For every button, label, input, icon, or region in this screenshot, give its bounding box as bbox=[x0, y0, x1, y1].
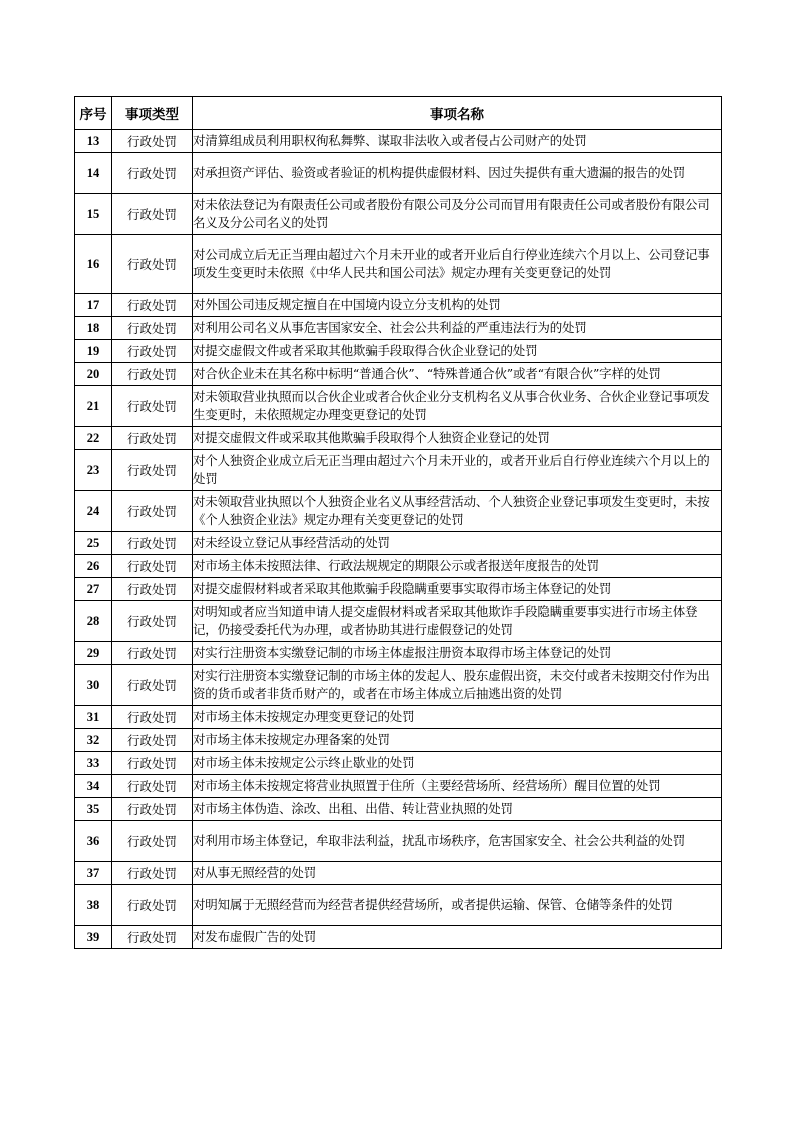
table-row bbox=[75, 642, 722, 665]
row-name: 对明知属于无照经营而为经营者提供经营场所，或者提供运输、保管、仓储等条件的处罚 bbox=[193, 885, 722, 926]
row-type: 行政处罚 bbox=[112, 885, 193, 926]
row-type: 行政处罚 bbox=[112, 821, 193, 862]
row-type: 行政处罚 bbox=[112, 706, 193, 729]
row-name: 对市场主体未按规定公示终止歇业的处罚 bbox=[193, 752, 722, 775]
row-number: 23 bbox=[75, 450, 112, 491]
row-name: 对未领取营业执照以个人独资企业名义从事经营活动、个人独资企业登记事项发生变更时，未按《个人独资企业法》规定办理有关变更登记的处罚 bbox=[193, 491, 722, 532]
table-row bbox=[75, 821, 722, 862]
row-number: 22 bbox=[75, 427, 112, 450]
row-name: 对从事无照经营的处罚 bbox=[193, 862, 722, 885]
header-serial-number: 序号 bbox=[75, 97, 112, 130]
row-name: 对未领取营业执照而以合伙企业或者合伙企业分支机构名义从事合伙业务、合伙企业登记事项发生变更时，未依照规定办理变更登记的处罚 bbox=[193, 386, 722, 427]
table-row bbox=[75, 130, 722, 153]
row-type: 行政处罚 bbox=[112, 235, 193, 294]
row-type: 行政处罚 bbox=[112, 194, 193, 235]
table-header-row bbox=[75, 97, 722, 130]
row-name: 对市场主体伪造、涂改、出租、出借、转让营业执照的处罚 bbox=[193, 798, 722, 821]
row-number: 13 bbox=[75, 130, 112, 153]
row-number: 26 bbox=[75, 555, 112, 578]
row-number: 28 bbox=[75, 601, 112, 642]
table-row bbox=[75, 752, 722, 775]
row-type: 行政处罚 bbox=[112, 665, 193, 706]
row-number: 31 bbox=[75, 706, 112, 729]
table-row bbox=[75, 491, 722, 532]
row-number: 16 bbox=[75, 235, 112, 294]
row-name: 对明知或者应当知道申请人提交虚假材料或者采取其他欺诈手段隐瞒重要事实进行市场主体登记，仍接受委托代为办理，或者协助其进行虚假登记的处罚 bbox=[193, 601, 722, 642]
items-table bbox=[74, 96, 722, 949]
row-type: 行政处罚 bbox=[112, 130, 193, 153]
row-type: 行政处罚 bbox=[112, 363, 193, 386]
table-row bbox=[75, 729, 722, 752]
row-type: 行政处罚 bbox=[112, 775, 193, 798]
row-name: 对外国公司违反规定擅自在中国境内设立分支机构的处罚 bbox=[193, 294, 722, 317]
header-item-name: 事项名称 bbox=[193, 97, 722, 130]
row-name: 对清算组成员利用职权徇私舞弊、谋取非法收入或者侵占公司财产的处罚 bbox=[193, 130, 722, 153]
row-type: 行政处罚 bbox=[112, 729, 193, 752]
row-name: 对公司成立后无正当理由超过六个月未开业的或者开业后自行停业连续六个月以上、公司登记事项发生变更时未依照《中华人民共和国公司法》规定办理有关变更登记的处罚 bbox=[193, 235, 722, 294]
table-row bbox=[75, 532, 722, 555]
table-row bbox=[75, 706, 722, 729]
row-name: 对利用公司名义从事危害国家安全、社会公共利益的严重违法行为的处罚 bbox=[193, 317, 722, 340]
row-number: 18 bbox=[75, 317, 112, 340]
row-type: 行政处罚 bbox=[112, 601, 193, 642]
table-row bbox=[75, 363, 722, 386]
row-number: 37 bbox=[75, 862, 112, 885]
row-number: 21 bbox=[75, 386, 112, 427]
row-number: 24 bbox=[75, 491, 112, 532]
row-name: 对市场主体未按规定办理变更登记的处罚 bbox=[193, 706, 722, 729]
row-name: 对实行注册资本实缴登记制的市场主体的发起人、股东虚假出资，未交付或者未按期交付作为出资的货币或者非货币财产的，或者在市场主体成立后抽逃出资的处罚 bbox=[193, 665, 722, 706]
row-number: 20 bbox=[75, 363, 112, 386]
row-type: 行政处罚 bbox=[112, 386, 193, 427]
row-number: 27 bbox=[75, 578, 112, 601]
row-number: 17 bbox=[75, 294, 112, 317]
row-type: 行政处罚 bbox=[112, 294, 193, 317]
row-name: 对提交虚假文件或者采取其他欺骗手段取得合伙企业登记的处罚 bbox=[193, 340, 722, 363]
row-number: 25 bbox=[75, 532, 112, 555]
row-type: 行政处罚 bbox=[112, 450, 193, 491]
table-row bbox=[75, 340, 722, 363]
row-name: 对利用市场主体登记，牟取非法利益，扰乱市场秩序，危害国家安全、社会公共利益的处罚 bbox=[193, 821, 722, 862]
row-number: 39 bbox=[75, 926, 112, 949]
row-type: 行政处罚 bbox=[112, 862, 193, 885]
table-row bbox=[75, 294, 722, 317]
table-row bbox=[75, 194, 722, 235]
row-number: 30 bbox=[75, 665, 112, 706]
row-type: 行政处罚 bbox=[112, 153, 193, 194]
row-type: 行政处罚 bbox=[112, 555, 193, 578]
row-name: 对市场主体未按照法律、行政法规规定的期限公示或者报送年度报告的处罚 bbox=[193, 555, 722, 578]
row-type: 行政处罚 bbox=[112, 926, 193, 949]
row-type: 行政处罚 bbox=[112, 340, 193, 363]
table-row bbox=[75, 926, 722, 949]
row-name: 对发布虚假广告的处罚 bbox=[193, 926, 722, 949]
row-name: 对提交虚假文件或采取其他欺骗手段取得个人独资企业登记的处罚 bbox=[193, 427, 722, 450]
row-number: 29 bbox=[75, 642, 112, 665]
row-number: 19 bbox=[75, 340, 112, 363]
row-number: 36 bbox=[75, 821, 112, 862]
header-item-type: 事项类型 bbox=[112, 97, 193, 130]
row-name: 对实行注册资本实缴登记制的市场主体虚报注册资本取得市场主体登记的处罚 bbox=[193, 642, 722, 665]
row-name: 对合伙企业未在其名称中标明“普通合伙”、“特殊普通合伙”或者“有限合伙”字样的处罚 bbox=[193, 363, 722, 386]
table-row bbox=[75, 885, 722, 926]
table-row bbox=[75, 386, 722, 427]
table-row bbox=[75, 798, 722, 821]
row-number: 32 bbox=[75, 729, 112, 752]
row-number: 34 bbox=[75, 775, 112, 798]
table-row bbox=[75, 153, 722, 194]
row-name: 对提交虚假材料或者采取其他欺骗手段隐瞒重要事实取得市场主体登记的处罚 bbox=[193, 578, 722, 601]
row-type: 行政处罚 bbox=[112, 532, 193, 555]
row-type: 行政处罚 bbox=[112, 642, 193, 665]
row-name: 对承担资产评估、验资或者验证的机构提供虚假材料、因过失提供有重大遗漏的报告的处罚 bbox=[193, 153, 722, 194]
row-number: 15 bbox=[75, 194, 112, 235]
row-name: 对未经设立登记从事经营活动的处罚 bbox=[193, 532, 722, 555]
table-row bbox=[75, 427, 722, 450]
row-number: 14 bbox=[75, 153, 112, 194]
table-row bbox=[75, 317, 722, 340]
row-name: 对市场主体未按规定将营业执照置于住所（主要经营场所、经营场所）醒目位置的处罚 bbox=[193, 775, 722, 798]
table-row bbox=[75, 665, 722, 706]
table-row bbox=[75, 555, 722, 578]
table-row bbox=[75, 450, 722, 491]
table-row bbox=[75, 601, 722, 642]
table-row bbox=[75, 235, 722, 294]
row-name: 对未依法登记为有限责任公司或者股份有限公司及分公司而冒用有限责任公司或者股份有限公司名义及分公司名义的处罚 bbox=[193, 194, 722, 235]
row-name: 对市场主体未按规定办理备案的处罚 bbox=[193, 729, 722, 752]
row-type: 行政处罚 bbox=[112, 578, 193, 601]
row-type: 行政处罚 bbox=[112, 427, 193, 450]
table-row bbox=[75, 775, 722, 798]
row-name: 对个人独资企业成立后无正当理由超过六个月未开业的，或者开业后自行停业连续六个月以上的处罚 bbox=[193, 450, 722, 491]
table-row bbox=[75, 862, 722, 885]
row-type: 行政处罚 bbox=[112, 491, 193, 532]
row-number: 33 bbox=[75, 752, 112, 775]
row-type: 行政处罚 bbox=[112, 798, 193, 821]
row-number: 38 bbox=[75, 885, 112, 926]
row-type: 行政处罚 bbox=[112, 752, 193, 775]
table-row bbox=[75, 578, 722, 601]
row-type: 行政处罚 bbox=[112, 317, 193, 340]
row-number: 35 bbox=[75, 798, 112, 821]
